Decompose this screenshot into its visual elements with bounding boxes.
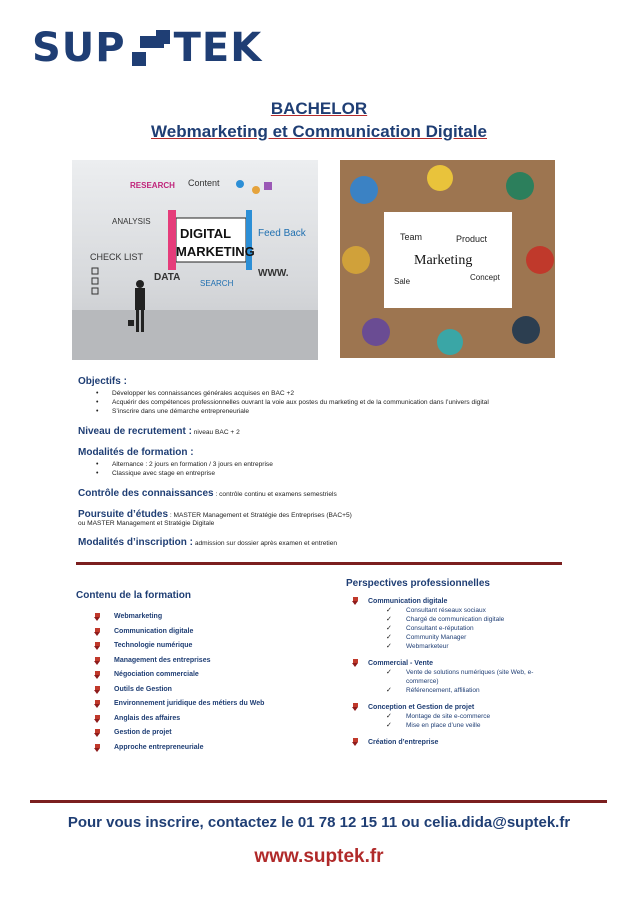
list-item-continuation: commerce) xyxy=(406,678,439,685)
svg-text:WWW.: WWW. xyxy=(258,268,289,279)
career-group xyxy=(340,738,570,747)
checkmark-icon: ✓ xyxy=(386,669,392,676)
arrow-bullet-icon xyxy=(94,744,102,752)
checkmark-icon: ✓ xyxy=(386,687,392,694)
list-item: ✓ Montage de site e-commerce xyxy=(386,713,491,720)
svg-text:RESEARCH: RESEARCH xyxy=(130,181,175,190)
checkmark-icon: ✓ xyxy=(386,722,392,729)
list-item: Management des entreprises xyxy=(76,656,316,671)
footer-divider xyxy=(30,800,607,803)
arrow-bullet-icon xyxy=(352,659,360,667)
arrow-bullet-icon xyxy=(94,686,102,694)
list-item: ✓ Consultant réseaux sociaux xyxy=(386,607,486,614)
arrow-bullet-icon xyxy=(94,671,102,679)
arrow-bullet-icon xyxy=(352,738,360,746)
logo-text-right: TEK xyxy=(173,25,263,71)
list-item: ✓ Chargé de communication digitale xyxy=(386,616,505,623)
website-link[interactable]: www.suptek.fr xyxy=(254,846,384,867)
list-item: Communication digitale xyxy=(76,627,316,642)
career-group xyxy=(340,703,570,730)
svg-text:Team: Team xyxy=(400,232,423,242)
poursuite-line-2: ou MASTER Management et Stratégie Digitale xyxy=(78,520,215,527)
career-group-title: Communication digitale xyxy=(368,598,448,605)
document-title xyxy=(0,98,638,144)
contenu-heading: Contenu de la formation xyxy=(76,590,191,601)
poursuite-section xyxy=(78,509,558,527)
checkmark-icon: ✓ xyxy=(386,607,392,614)
list-item: • Développer les connaissances générales acquises en BAC +2 xyxy=(96,389,558,398)
logo-mark-icon xyxy=(132,30,170,66)
perspectives-section xyxy=(340,578,570,755)
list-item: Approche entrepreneuriale xyxy=(76,743,316,758)
list-item: Technologie numérique xyxy=(76,641,316,656)
svg-text:MARKETING: MARKETING xyxy=(176,244,255,259)
list-item: Gestion de projet xyxy=(76,728,316,743)
section-divider xyxy=(76,562,562,565)
list-item: • Classique avec stage en entreprise xyxy=(96,469,558,478)
program-details xyxy=(78,376,558,558)
list-item: • S’inscrire dans une démarche entrepreneuriale xyxy=(96,407,558,416)
objectifs-list xyxy=(96,389,558,416)
list-item: Outils de Gestion xyxy=(76,685,316,700)
checkmark-icon: ✓ xyxy=(386,616,392,623)
inscription-section xyxy=(78,537,558,548)
objectifs-heading: Objectifs : xyxy=(78,376,127,387)
team-marketing-photo xyxy=(340,160,555,358)
arrow-bullet-icon xyxy=(94,657,102,665)
list-item: ✓ Référencement, affiliation xyxy=(386,687,480,694)
digital-marketing-sketch-icon xyxy=(72,160,318,360)
svg-text:DATA: DATA xyxy=(154,272,181,283)
checkmark-icon: ✓ xyxy=(386,625,392,632)
list-item: • Alternance : 2 jours en formation / 3 jours en entreprise xyxy=(96,460,558,469)
poursuite-value: : MASTER Management et Stratégie des Entreprises (BAC+5) xyxy=(168,512,352,519)
career-group-title: Conception et Gestion de projet xyxy=(368,704,475,711)
svg-text:Product: Product xyxy=(456,234,488,244)
title-line-2: Webmarketing et Communication Digitale xyxy=(151,122,487,141)
controle-heading: Contrôle des connaissances xyxy=(78,488,214,499)
list-item: ✓ Vente de solutions numériques (site Web, e- xyxy=(386,669,534,676)
niveau-value: niveau BAC + 2 xyxy=(191,429,240,436)
logo-text-left: SUP xyxy=(32,25,126,71)
list-item: • Acquérir des compétences professionnelles ouvrant la voie aux postes du marketing et de la communication dans l’univers digital xyxy=(96,398,558,407)
controle-section xyxy=(78,488,558,499)
list-item: ✓ Mise en place d’une veille xyxy=(386,722,481,729)
arrow-bullet-icon xyxy=(352,703,360,711)
modalites-section xyxy=(78,447,558,478)
suptek-logo xyxy=(32,25,263,71)
checkmark-icon: ✓ xyxy=(386,634,392,641)
career-group xyxy=(340,659,570,695)
inscription-value: admission sur dossier après examen et entretien xyxy=(193,540,338,547)
checkmark-icon: ✓ xyxy=(386,643,392,650)
career-group xyxy=(340,597,570,651)
niveau-section xyxy=(78,426,558,437)
list-item: Webmarketing xyxy=(76,612,316,627)
arrow-bullet-icon xyxy=(94,642,102,650)
modalites-heading: Modalités de formation : xyxy=(78,447,194,458)
team-table-sketch-icon xyxy=(340,160,555,358)
svg-text:DIGITAL: DIGITAL xyxy=(180,226,232,241)
contact-line: Pour vous inscrire, contactez le 01 78 12 15 11 ou celia.dida@suptek.fr xyxy=(67,814,571,831)
career-group-title: Création d’entreprise xyxy=(368,739,439,746)
svg-text:CHECK LIST: CHECK LIST xyxy=(90,252,144,262)
arrow-bullet-icon xyxy=(94,729,102,737)
arrow-bullet-icon xyxy=(94,715,102,723)
inscription-heading: Modalités d’inscription : xyxy=(78,537,194,548)
svg-text:ANALYSIS: ANALYSIS xyxy=(112,217,151,226)
svg-text:Sale: Sale xyxy=(394,277,411,286)
arrow-bullet-icon xyxy=(94,613,102,621)
modalites-list xyxy=(96,460,558,478)
checkmark-icon: ✓ xyxy=(386,713,392,720)
niveau-heading: Niveau de recrutement : xyxy=(78,426,192,437)
list-item: Environnement juridique des métiers du Web xyxy=(76,699,316,714)
arrow-bullet-icon xyxy=(94,700,102,708)
arrow-bullet-icon xyxy=(352,597,360,605)
list-item: ✓ Webmarketeur xyxy=(386,643,449,650)
controle-value: : contrôle continu et examens semestriels xyxy=(213,491,337,498)
objectifs-section xyxy=(78,376,558,416)
svg-text:SEARCH: SEARCH xyxy=(200,279,234,288)
title-line-1: BACHELOR xyxy=(270,99,368,118)
list-item: ✓ Community Manager xyxy=(386,634,467,641)
svg-text:Concept: Concept xyxy=(470,273,500,282)
poursuite-heading: Poursuite d’études xyxy=(78,509,169,520)
list-item: Négociation commerciale xyxy=(76,670,316,685)
svg-text:Feed Back: Feed Back xyxy=(258,228,306,239)
svg-text:Content: Content xyxy=(188,178,220,188)
career-group-title: Commercial - Vente xyxy=(368,660,433,667)
list-item: Anglais des affaires xyxy=(76,714,316,729)
arrow-bullet-icon xyxy=(94,628,102,636)
svg-text:Marketing: Marketing xyxy=(414,253,473,268)
digital-marketing-illustration xyxy=(72,160,318,360)
contenu-section xyxy=(76,590,316,757)
list-item: ✓ Consultant e-réputation xyxy=(386,625,474,632)
perspectives-heading: Perspectives professionnelles xyxy=(346,578,490,589)
